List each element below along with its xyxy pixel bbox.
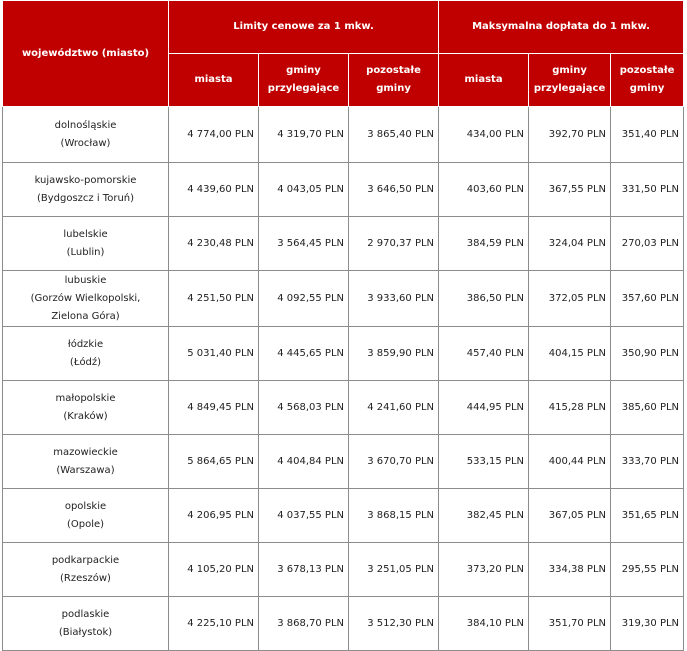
table-row — [3, 217, 684, 271]
limit-miasta-header: miasta — [169, 54, 259, 107]
limit-gminy-przylegajace-cell: 4 404,84 PLN — [259, 435, 349, 489]
limit-gminy-przylegajace-header: gminy przylegające — [259, 54, 349, 107]
limit-miasta-cell: 5 031,40 PLN — [169, 327, 259, 381]
subsidy-pozostale-gminy-cell: 357,60 PLN — [611, 271, 684, 327]
subsidy-pozostale-gminy-cell: 350,90 PLN — [611, 327, 684, 381]
subsidy-miasta-cell: 384,10 PLN — [439, 597, 529, 651]
table-row — [3, 597, 684, 651]
region-cell: podkarpackie (Rzeszów) — [3, 543, 169, 597]
region-cell: łódzkie (Łódź) — [3, 327, 169, 381]
table-row — [3, 543, 684, 597]
table-row — [3, 327, 684, 381]
subsidy-gminy-przylegajace-cell: 392,70 PLN — [529, 107, 611, 163]
limit-miasta-cell: 4 774,00 PLN — [169, 107, 259, 163]
limit-miasta-cell: 4 105,20 PLN — [169, 543, 259, 597]
table-row — [3, 435, 684, 489]
limit-miasta-cell: 4 230,48 PLN — [169, 217, 259, 271]
subsidy-pozostale-gminy-cell: 351,40 PLN — [611, 107, 684, 163]
limit-gminy-przylegajace-cell: 4 445,65 PLN — [259, 327, 349, 381]
limit-gminy-przylegajace-cell: 3 678,13 PLN — [259, 543, 349, 597]
subsidy-gminy-przylegajace-header: gminy przylegające — [529, 54, 611, 107]
header-row-top — [3, 1, 684, 54]
subsidy-gminy-przylegajace-cell: 351,70 PLN — [529, 597, 611, 651]
subsidy-miasta-cell: 373,20 PLN — [439, 543, 529, 597]
limit-miasta-cell: 4 206,95 PLN — [169, 489, 259, 543]
limit-pozostale-gminy-cell: 3 670,70 PLN — [349, 435, 439, 489]
limits-group-header: Limity cenowe za 1 mkw. — [169, 1, 439, 54]
table-row — [3, 381, 684, 435]
subsidy-pozostale-gminy-cell: 351,65 PLN — [611, 489, 684, 543]
subsidy-gminy-przylegajace-cell: 367,55 PLN — [529, 163, 611, 217]
limit-gminy-przylegajace-cell: 4 043,05 PLN — [259, 163, 349, 217]
region-cell: opolskie (Opole) — [3, 489, 169, 543]
region-cell: podlaskie (Białystok) — [3, 597, 169, 651]
table-row — [3, 163, 684, 217]
limit-pozostale-gminy-cell: 3 865,40 PLN — [349, 107, 439, 163]
subsidy-miasta-cell: 386,50 PLN — [439, 271, 529, 327]
limit-gminy-przylegajace-cell: 4 037,55 PLN — [259, 489, 349, 543]
limit-gminy-przylegajace-cell: 4 568,03 PLN — [259, 381, 349, 435]
table-body — [3, 107, 684, 651]
limit-gminy-przylegajace-cell: 4 319,70 PLN — [259, 107, 349, 163]
limit-gminy-przylegajace-cell: 3 564,45 PLN — [259, 217, 349, 271]
table-row — [3, 107, 684, 163]
limit-pozostale-gminy-cell: 3 251,05 PLN — [349, 543, 439, 597]
region-cell: lubuskie (Gorzów Wielkopolski, Zielona Góra) — [3, 271, 169, 327]
subsidy-pozostale-gminy-cell: 295,55 PLN — [611, 543, 684, 597]
region-cell: mazowieckie (Warszawa) — [3, 435, 169, 489]
limit-pozostale-gminy-cell: 3 646,50 PLN — [349, 163, 439, 217]
subsidy-pozostale-gminy-cell: 319,30 PLN — [611, 597, 684, 651]
subsidy-pozostale-gminy-header: pozostałe gminy — [611, 54, 684, 107]
region-cell: kujawsko-pomorskie (Bydgoszcz i Toruń) — [3, 163, 169, 217]
price-limits-table — [2, 0, 684, 651]
subsidy-pozostale-gminy-cell: 270,03 PLN — [611, 217, 684, 271]
subsidy-miasta-cell: 457,40 PLN — [439, 327, 529, 381]
region-cell: lubelskie (Lublin) — [3, 217, 169, 271]
subsidy-pozostale-gminy-cell: 385,60 PLN — [611, 381, 684, 435]
limit-gminy-przylegajace-cell: 3 868,70 PLN — [259, 597, 349, 651]
limit-gminy-przylegajace-cell: 4 092,55 PLN — [259, 271, 349, 327]
subsidy-miasta-cell: 444,95 PLN — [439, 381, 529, 435]
region-column-header: województwo (miasto) — [3, 1, 169, 107]
subsidy-gminy-przylegajace-cell: 324,04 PLN — [529, 217, 611, 271]
limit-pozostale-gminy-cell: 3 859,90 PLN — [349, 327, 439, 381]
subsidy-pozostale-gminy-cell: 333,70 PLN — [611, 435, 684, 489]
limit-miasta-cell: 4 251,50 PLN — [169, 271, 259, 327]
subsidy-gminy-przylegajace-cell: 372,05 PLN — [529, 271, 611, 327]
subsidy-gminy-przylegajace-cell: 367,05 PLN — [529, 489, 611, 543]
subsidy-gminy-przylegajace-cell: 400,44 PLN — [529, 435, 611, 489]
limit-pozostale-gminy-cell: 3 512,30 PLN — [349, 597, 439, 651]
region-cell: dolnośląskie (Wrocław) — [3, 107, 169, 163]
limit-pozostale-gminy-header: pozostałe gminy — [349, 54, 439, 107]
limit-miasta-cell: 4 225,10 PLN — [169, 597, 259, 651]
subsidy-gminy-przylegajace-cell: 404,15 PLN — [529, 327, 611, 381]
limit-miasta-cell: 4 439,60 PLN — [169, 163, 259, 217]
subsidy-gminy-przylegajace-cell: 415,28 PLN — [529, 381, 611, 435]
limit-pozostale-gminy-cell: 2 970,37 PLN — [349, 217, 439, 271]
limit-miasta-cell: 5 864,65 PLN — [169, 435, 259, 489]
limit-pozostale-gminy-cell: 3 933,60 PLN — [349, 271, 439, 327]
subsidy-gminy-przylegajace-cell: 334,38 PLN — [529, 543, 611, 597]
subsidy-miasta-header: miasta — [439, 54, 529, 107]
subsidy-pozostale-gminy-cell: 331,50 PLN — [611, 163, 684, 217]
limit-pozostale-gminy-cell: 3 868,15 PLN — [349, 489, 439, 543]
subsidy-miasta-cell: 382,45 PLN — [439, 489, 529, 543]
subsidy-miasta-cell: 403,60 PLN — [439, 163, 529, 217]
limit-pozostale-gminy-cell: 4 241,60 PLN — [349, 381, 439, 435]
region-cell: małopolskie (Kraków) — [3, 381, 169, 435]
limit-miasta-cell: 4 849,45 PLN — [169, 381, 259, 435]
subsidy-miasta-cell: 384,59 PLN — [439, 217, 529, 271]
table-row — [3, 489, 684, 543]
subsidy-miasta-cell: 434,00 PLN — [439, 107, 529, 163]
subsidy-group-header: Maksymalna dopłata do 1 mkw. — [439, 1, 684, 54]
subsidy-miasta-cell: 533,15 PLN — [439, 435, 529, 489]
table-row — [3, 271, 684, 327]
